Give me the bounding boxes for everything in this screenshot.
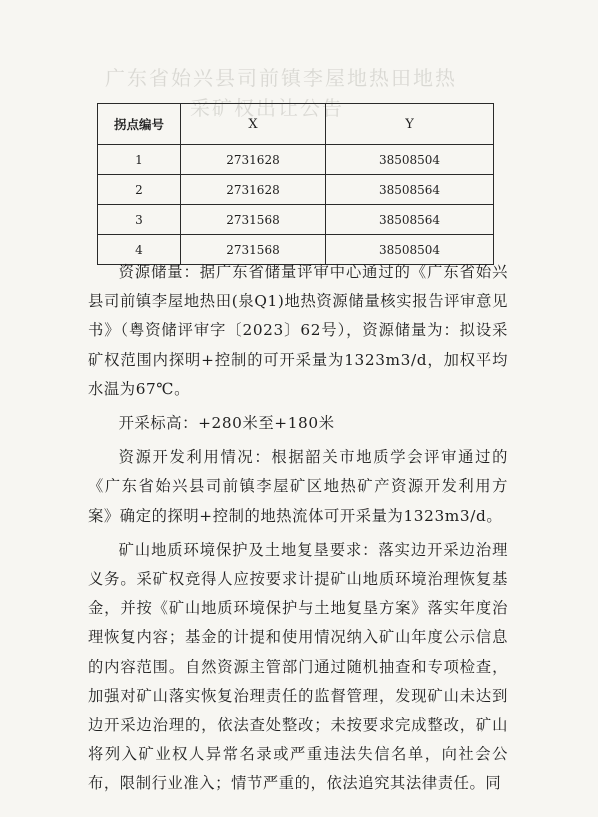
x-cell: 2731628 [181, 145, 326, 175]
table-row [98, 145, 494, 175]
point-number-cell: 1 [98, 145, 181, 175]
x-cell: 2731568 [181, 205, 326, 235]
table-row [98, 175, 494, 205]
point-number-cell: 2 [98, 175, 181, 205]
paragraph-development-utilization: 资源开发利用情况：根据韶关市地质学会评审通过的《广东省始兴县司前镇李屋矿区地热矿产资源开发利用方案》确定的探明+控制的地热流体可开采量为1323m3/d。 [88, 448, 508, 525]
y-cell: 38508504 [326, 145, 494, 175]
paragraph-mining-elevation: 开采标高：+280米至+180米 [118, 414, 335, 433]
point-number-cell: 3 [98, 205, 181, 235]
table-row [98, 205, 494, 235]
document-body [88, 258, 508, 799]
header-x: X [181, 104, 326, 145]
y-cell: 38508564 [326, 175, 494, 205]
table-header-row [98, 104, 494, 145]
header-point-number: 拐点编号 [98, 104, 181, 145]
x-cell: 2731628 [181, 175, 326, 205]
coordinate-table [97, 103, 494, 265]
y-cell: 38508564 [326, 205, 494, 235]
y-cell: 38508504 [326, 235, 494, 265]
point-number-cell: 4 [98, 235, 181, 265]
paragraph-environmental-protection: 矿山地质环境保护及土地复垦要求：落实边开采边治理义务。采矿权竞得人应按要求计提矿山地质环境治理恢复基金，并按《矿山地质环境保护与土地复垦方案》落实年度治理恢复内容；基金的计提和使用情况纳入矿山年度公示信息的内容范围。自然资源主管部门通过随机抽查和专项检查，加强对矿山落实恢复治理责任的监督管理，发现矿山未达到边开采边治理的，依法查处整改；未按要求完成整改，矿山将列入矿业权人异常名录或严重违法失信名单，向社会公布，限制行业准入；情节严重的，依法追究其法律责任。同 [88, 540, 508, 793]
bleed-through-text: 广东省始兴县司前镇李屋地热田地热 [105, 66, 457, 90]
x-cell: 2731568 [181, 235, 326, 265]
header-y: Y [326, 104, 494, 145]
bleed-through-text: 采矿权出让公告 [190, 96, 344, 120]
paragraph-resource-reserves: 资源储量：据广东省储量评审中心通过的《广东省始兴县司前镇李屋地热田(泉Q1)地热资源储量核实报告评审意见书》（粤资储评审字〔2023〕62号），资源储量为：拟设采矿权范围内探明+控制的可开采量为1323m3/d，加权平均水温为67℃。 [88, 263, 508, 398]
